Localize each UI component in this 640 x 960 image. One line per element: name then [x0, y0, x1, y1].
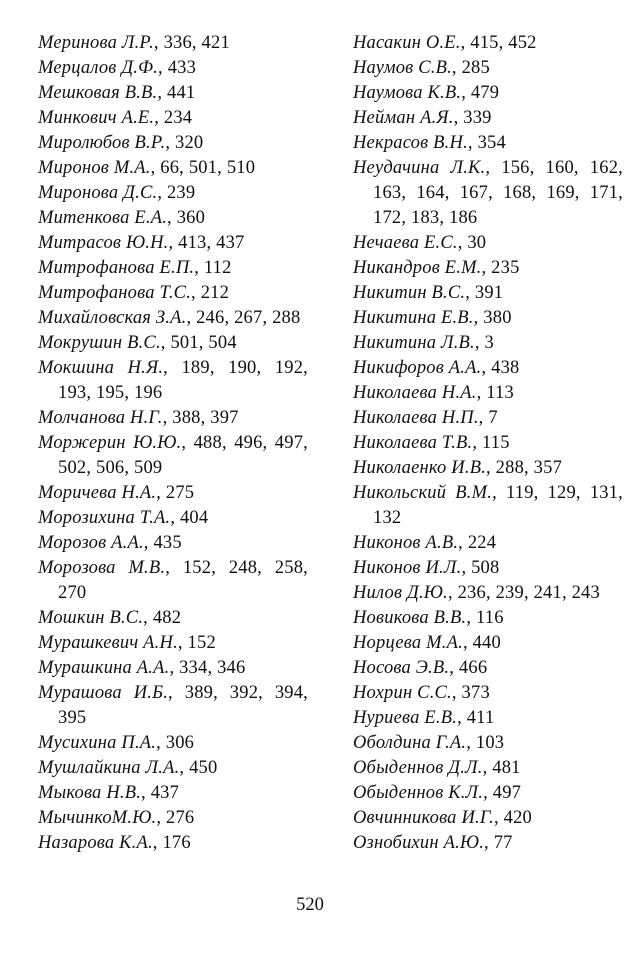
entry-pages: 354 — [477, 133, 506, 153]
entry-pages: 189, 190, 192, 193, 195, 196 — [58, 358, 308, 403]
entry-name: Николаева Н.П. — [353, 408, 479, 428]
index-entry — [38, 631, 308, 656]
entry-pages: 103 — [475, 733, 505, 753]
entry-name: Митенкова Е.А. — [38, 208, 168, 228]
entry-name: Носова Э.В. — [353, 658, 450, 678]
entry-pages: 113 — [486, 383, 514, 403]
entry-name: Норцева М.А. — [353, 633, 463, 653]
entry-separator: , — [170, 508, 180, 528]
entry-name: Николаенко И.В. — [353, 458, 487, 478]
index-entry — [353, 556, 623, 581]
entry-pages: 336, 421 — [163, 33, 230, 53]
entry-pages: 391 — [474, 283, 504, 303]
index-entry — [38, 81, 308, 106]
entry-name: Мушлайкина Л.А. — [38, 758, 180, 778]
entry-separator: , — [476, 383, 487, 403]
index-entry — [353, 606, 623, 631]
index-entry — [353, 56, 623, 81]
entry-separator: , — [460, 33, 471, 53]
index-entry — [353, 781, 623, 806]
entry-name: Обыденнов Д.Л. — [353, 758, 483, 778]
entry-name: Мурашова И.Б. — [38, 683, 169, 703]
index-entry — [353, 656, 623, 681]
entry-pages: 389, 392, 394, 395 — [58, 683, 309, 728]
entry-pages: 404 — [179, 508, 209, 528]
entry-name: Мокшина Н.Я. — [38, 358, 164, 378]
entry-name: МычинкоМ.Ю. — [38, 808, 157, 828]
entry-pages: 276 — [166, 808, 195, 828]
entry-name: Митрофанова Т.С. — [38, 283, 192, 303]
index-entry — [38, 431, 308, 481]
entry-separator: , — [194, 258, 204, 278]
index-entry — [38, 606, 308, 631]
entry-name: Миролюбов В.Р. — [38, 133, 166, 153]
index-entry — [38, 681, 308, 731]
entry-pages: 373 — [461, 683, 490, 703]
entry-pages: 508 — [471, 558, 500, 578]
entry-name: Моричева Н.А. — [38, 483, 157, 503]
entry-separator: , — [179, 758, 190, 778]
entry-separator: , — [156, 808, 167, 828]
index-entry — [353, 231, 623, 256]
entry-name: Мурашкевич А.Н. — [38, 633, 178, 653]
entry-pages: 275 — [165, 483, 195, 503]
entry-separator: , — [156, 733, 166, 753]
entry-name: Никольский В.М. — [353, 483, 493, 503]
index-entry — [38, 206, 308, 231]
entry-separator: , — [168, 233, 179, 253]
entry-name: Никитина Е.В. — [353, 308, 474, 328]
entry-pages: 420 — [503, 808, 533, 828]
entry-pages: 497 — [492, 783, 522, 803]
entry-name: Назарова К.А. — [38, 833, 153, 853]
entry-pages: 388, 397 — [172, 408, 239, 428]
entry-separator: , — [494, 808, 504, 828]
entry-separator: , — [168, 683, 185, 703]
entry-name: Миронова Д.С. — [38, 183, 158, 203]
entry-name: Михайловская З.А. — [38, 308, 187, 328]
entry-pages: 152 — [187, 633, 216, 653]
index-entry — [38, 406, 308, 431]
index-entry — [38, 481, 308, 506]
entry-separator: , — [447, 583, 458, 603]
index-entry — [353, 456, 623, 481]
index-entry — [353, 331, 623, 356]
index-entry — [38, 781, 308, 806]
entry-pages: 236, 239, 241, 243 — [457, 583, 600, 603]
index-entry — [353, 806, 623, 831]
entry-separator: , — [462, 633, 473, 653]
index-entry — [38, 106, 308, 131]
index-entry — [38, 181, 308, 206]
entry-pages: 246, 267, 288 — [196, 308, 301, 328]
entry-separator: , — [481, 358, 492, 378]
entry-separator: , — [157, 183, 167, 203]
entry-separator: , — [143, 533, 154, 553]
entry-pages: 3 — [484, 333, 494, 353]
entry-pages: 433 — [167, 58, 197, 78]
index-entry — [38, 756, 308, 781]
entry-pages: 119, 129, 131, 132 — [373, 483, 623, 528]
index-entry — [353, 106, 623, 131]
entry-pages: 482 — [152, 608, 182, 628]
entry-pages: 488, 496, 497, 502, 506, 509 — [58, 433, 308, 478]
entry-separator: , — [158, 58, 168, 78]
entry-separator: , — [458, 533, 468, 553]
index-entry — [353, 531, 623, 556]
entry-separator: , — [186, 308, 197, 328]
entry-pages: 413, 437 — [178, 233, 245, 253]
entry-name: Мошкин В.С. — [38, 608, 144, 628]
index-entry — [38, 506, 308, 531]
entry-separator: , — [483, 783, 493, 803]
index-entry — [38, 256, 308, 281]
entry-pages: 176 — [162, 833, 191, 853]
entry-separator: , — [177, 633, 188, 653]
entry-pages: 450 — [189, 758, 218, 778]
entry-name: Морозихина Т.А. — [38, 508, 171, 528]
entry-name: Овчинникова И.Г. — [353, 808, 494, 828]
entry-pages: 306 — [165, 733, 195, 753]
index-entry — [353, 681, 623, 706]
entry-pages: 115 — [482, 433, 510, 453]
entry-name: Мыкова Н.В. — [38, 783, 142, 803]
entry-pages: 466 — [458, 658, 488, 678]
entry-name: Никандров Е.М. — [353, 258, 482, 278]
entry-pages: 212 — [200, 283, 230, 303]
index-entry — [353, 706, 623, 731]
entry-separator: , — [451, 58, 462, 78]
entry-pages: 156, 160, 162, 163, 164, 167, 168, 169, 171, 172, 183, 186 — [373, 158, 623, 228]
entry-pages: 116 — [475, 608, 504, 628]
entry-separator: , — [467, 133, 478, 153]
index-entry — [353, 481, 623, 531]
entry-separator: , — [453, 108, 464, 128]
entry-separator: , — [472, 433, 483, 453]
entry-pages: 320 — [175, 133, 204, 153]
entry-pages: 440 — [472, 633, 501, 653]
entry-separator: , — [492, 483, 506, 503]
entry-separator: , — [473, 308, 484, 328]
entry-name: Митрофанова Е.П. — [38, 258, 195, 278]
index-entry — [38, 231, 308, 256]
entry-separator: , — [169, 658, 180, 678]
entry-separator: , — [156, 483, 166, 503]
entry-separator: , — [451, 683, 462, 703]
entry-pages: 435 — [153, 533, 182, 553]
entry-separator: , — [478, 408, 489, 428]
entry-name: Некрасов В.Н. — [353, 133, 468, 153]
index-entry — [38, 356, 308, 406]
entry-name: Оболдина Г.А. — [353, 733, 467, 753]
entry-name: Мокрушин В.С. — [38, 333, 161, 353]
entry-pages: 235 — [491, 258, 520, 278]
entry-separator: , — [152, 833, 163, 853]
entry-separator: , — [457, 233, 468, 253]
index-entry — [38, 331, 308, 356]
entry-name: Никитина Л.В. — [353, 333, 475, 353]
entry-name: Нохрин С.С. — [353, 683, 452, 703]
entry-name: Никитин В.С. — [353, 283, 466, 303]
entry-separator: , — [150, 158, 161, 178]
entry-name: Ознобихин А.Ю. — [353, 833, 485, 853]
index-entry — [353, 31, 623, 56]
index-entry — [353, 581, 623, 606]
index-entry — [353, 756, 623, 781]
entry-name: Минкович А.Е. — [38, 108, 155, 128]
entry-separator: , — [167, 208, 177, 228]
entry-separator: , — [141, 783, 151, 803]
entry-separator: , — [466, 733, 476, 753]
index-entry — [38, 281, 308, 306]
entry-name: Никонов И.Л. — [353, 558, 462, 578]
entry-name: Миронов М.А. — [38, 158, 151, 178]
index-entry — [353, 431, 623, 456]
index-entry — [353, 356, 623, 381]
entry-separator: , — [163, 358, 182, 378]
index-entry — [353, 81, 623, 106]
entry-pages: 288, 357 — [495, 458, 563, 478]
index-entry — [38, 31, 308, 56]
entry-pages: 77 — [493, 833, 513, 853]
entry-separator: , — [153, 33, 164, 53]
index-entry — [353, 306, 623, 331]
entry-name: Мусихина П.А. — [38, 733, 157, 753]
entry-separator: , — [465, 283, 475, 303]
entry-pages: 234 — [163, 108, 193, 128]
index-entry — [353, 406, 623, 431]
entry-separator: , — [474, 333, 485, 353]
index-entry — [353, 381, 623, 406]
entry-name: Наумов С.В. — [353, 58, 452, 78]
entry-pages: 380 — [483, 308, 512, 328]
entry-pages: 438 — [491, 358, 520, 378]
entry-separator: , — [181, 433, 194, 453]
index-entry — [353, 156, 623, 231]
entry-separator: , — [191, 283, 201, 303]
entry-pages: 441 — [167, 83, 196, 103]
index-entry — [353, 731, 623, 756]
entry-separator: , — [165, 558, 183, 578]
entry-name: Нейман А.Я. — [353, 108, 454, 128]
entry-separator: , — [466, 608, 476, 628]
index-entry — [38, 306, 308, 331]
index-entry — [38, 656, 308, 681]
entry-pages: 415, 452 — [470, 33, 537, 53]
entry-pages: 334, 346 — [179, 658, 246, 678]
entry-separator: , — [482, 758, 493, 778]
index-column-left — [38, 31, 308, 856]
entry-pages: 501, 504 — [170, 333, 237, 353]
entry-separator: , — [449, 658, 459, 678]
index-entry — [38, 556, 308, 606]
entry-separator: , — [481, 258, 492, 278]
entry-name: Морозов А.А. — [38, 533, 144, 553]
index-entry — [38, 731, 308, 756]
index-column-right — [353, 31, 623, 856]
entry-separator: , — [157, 83, 168, 103]
index-entry — [353, 256, 623, 281]
entry-name: Молчанова Н.Г. — [38, 408, 163, 428]
entry-pages: 411 — [466, 708, 495, 728]
index-entry — [38, 831, 308, 856]
entry-name: Моржерин Ю.Ю. — [38, 433, 182, 453]
entry-separator: , — [165, 133, 175, 153]
entry-pages: 239 — [166, 183, 196, 203]
index-entry — [353, 131, 623, 156]
entry-separator: , — [143, 608, 153, 628]
entry-separator: , — [160, 333, 171, 353]
entry-name: Митрасов Ю.Н. — [38, 233, 169, 253]
entry-name: Морозова М.В. — [38, 558, 166, 578]
index-entry — [38, 131, 308, 156]
entry-pages: 152, 248, 258, 270 — [58, 558, 308, 603]
entry-pages: 224 — [467, 533, 497, 553]
entry-name: Нечаева Е.С. — [353, 233, 458, 253]
entry-name: Нилов Д.Ю. — [353, 583, 448, 603]
index-entry — [38, 56, 308, 81]
entry-name: Мерцалов Д.Ф. — [38, 58, 159, 78]
entry-name: Николаева Т.В. — [353, 433, 473, 453]
entry-name: Николаева Н.А. — [353, 383, 477, 403]
entry-name: Мешковая В.В. — [38, 83, 158, 103]
entry-separator: , — [162, 408, 173, 428]
entry-pages: 437 — [150, 783, 180, 803]
entry-name: Наумова К.В. — [353, 83, 462, 103]
entry-pages: 360 — [176, 208, 206, 228]
entry-name: Мурашкина А.А. — [38, 658, 170, 678]
index-entry — [38, 156, 308, 181]
entry-pages: 481 — [492, 758, 521, 778]
index-entry — [353, 631, 623, 656]
entry-separator: , — [457, 708, 467, 728]
entry-name: Обыденнов К.Л. — [353, 783, 484, 803]
entry-name: Никифоров А.А. — [353, 358, 482, 378]
entry-name: Нуриева Е.В. — [353, 708, 458, 728]
entry-separator: , — [486, 458, 496, 478]
entry-name: Насакин О.Е. — [353, 33, 461, 53]
entry-separator: , — [484, 833, 494, 853]
index-entry — [353, 281, 623, 306]
index-entry — [38, 531, 308, 556]
entry-separator: , — [461, 558, 472, 578]
entry-pages: 285 — [461, 58, 490, 78]
entry-pages: 479 — [470, 83, 500, 103]
index-entry — [353, 831, 623, 856]
entry-pages: 339 — [463, 108, 492, 128]
entry-pages: 112 — [203, 258, 232, 278]
entry-pages: 66, 501, 510 — [160, 158, 256, 178]
entry-separator: , — [154, 108, 164, 128]
entry-separator: , — [461, 83, 471, 103]
entry-name: Новикова В.В. — [353, 608, 467, 628]
page-number: 520 — [296, 895, 324, 915]
entry-name: Никонов А.В. — [353, 533, 459, 553]
entry-name: Меринова Л.Р. — [38, 33, 154, 53]
entry-separator: , — [485, 158, 502, 178]
index-entry — [38, 806, 308, 831]
entry-pages: 30 — [467, 233, 487, 253]
entry-pages: 7 — [488, 408, 498, 428]
entry-name: Неудачина Л.К. — [353, 158, 486, 178]
